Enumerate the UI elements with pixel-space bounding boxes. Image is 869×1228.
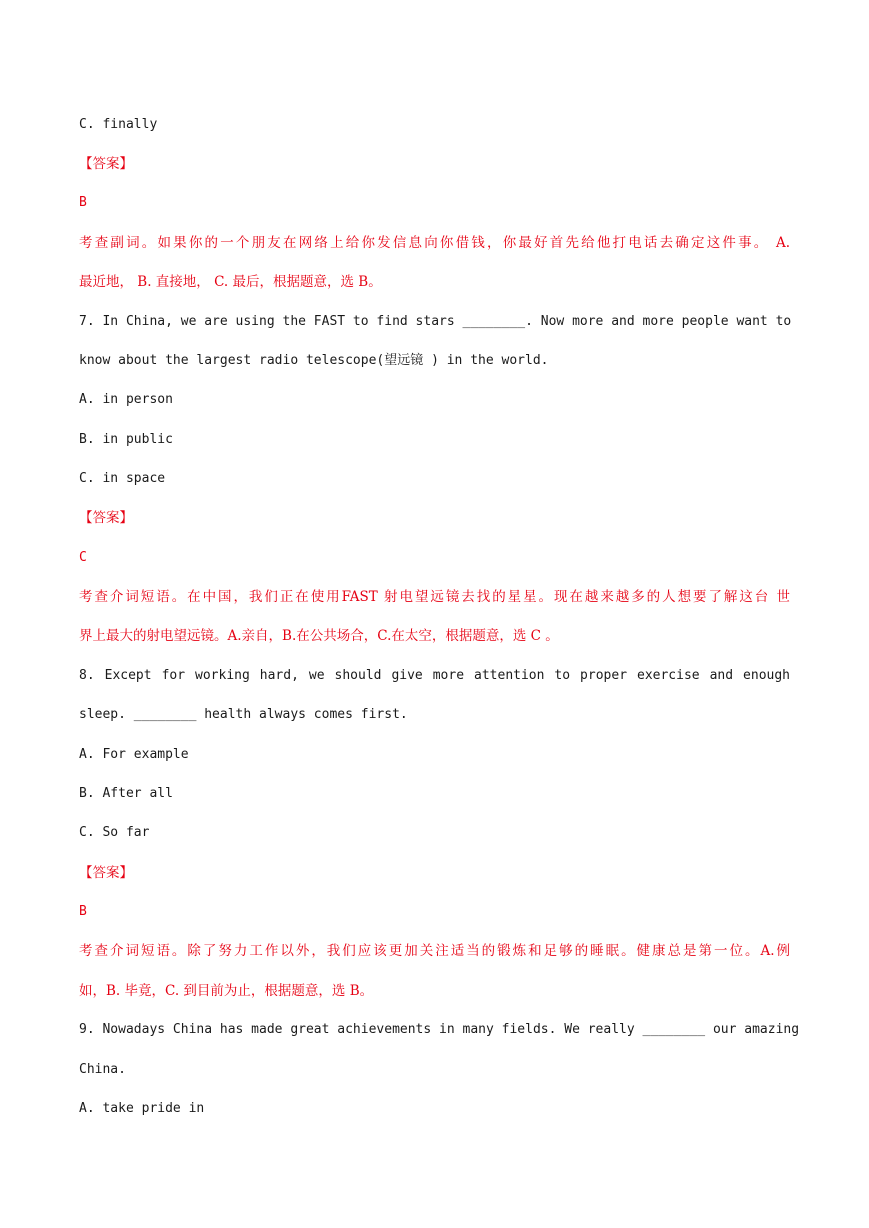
q7-option-c: C. in space [79, 471, 166, 486]
q8-option-c: C. So far [79, 825, 150, 840]
q8-option-b: B. After all [79, 786, 173, 801]
q7-answer-label: 【答案】 [79, 510, 133, 526]
q8-answer-label: 【答案】 [79, 865, 133, 881]
q6-answer-label: 【答案】 [79, 156, 133, 172]
q8-explanation-line2: 如，B. 毕竟，C. 到目前为止，根据题意，选 B。 [79, 983, 374, 999]
q6-explanation-line2: 最近地， B. 直接地， C. 最后，根据题意，选 B。 [79, 274, 382, 290]
q7-explanation-line1: 考查介词短语。在中国，我们正在使用FAST 射电望远镜去找的星星。现在越来越多的人想要了解这台 世 [79, 589, 790, 605]
q9-stem-line1: 9. Nowadays China has made great achievements in many fields. We really ________ our amazing [79, 1022, 800, 1037]
q9-option-a: A. take pride in [79, 1101, 205, 1116]
q7-stem-line2: know about the largest radio telescope(望远镜 ) in the world. [79, 353, 549, 368]
q8-answer: B [79, 904, 87, 919]
q7-answer: C [79, 550, 87, 565]
q8-option-a: A. For example [79, 747, 189, 762]
q6-explanation-line1: 考查副词。如果你的一个朋友在网络上给你发信息向你借钱，你最好首先给他打电话去确定这件事。 A. [79, 235, 790, 251]
q7-stem-line1: 7. In China, we are using the FAST to find stars ________. Now more and more people want to [79, 314, 792, 329]
q8-explanation-line1: 考查介词短语。除了努力工作以外，我们应该更加关注适当的锻炼和足够的睡眠。健康总是第一位。A.例 [79, 943, 790, 959]
q7-explanation-line2: 界上最大的射电望远镜。A.亲自，B.在公共场合，C.在太空，根据题意，选 C 。 [79, 628, 559, 644]
q6-option-c: C. finally [79, 117, 158, 132]
q8-stem-line2: sleep. ________ health always comes first. [79, 707, 408, 722]
q9-stem-line2: China. [79, 1062, 126, 1077]
q6-answer: B [79, 195, 87, 210]
q8-stem-line1: 8. Except for working hard, we should give more attention to proper exercise and enough [79, 668, 790, 683]
q7-option-b: B. in public [79, 432, 173, 447]
q7-option-a: A. in person [79, 392, 173, 407]
